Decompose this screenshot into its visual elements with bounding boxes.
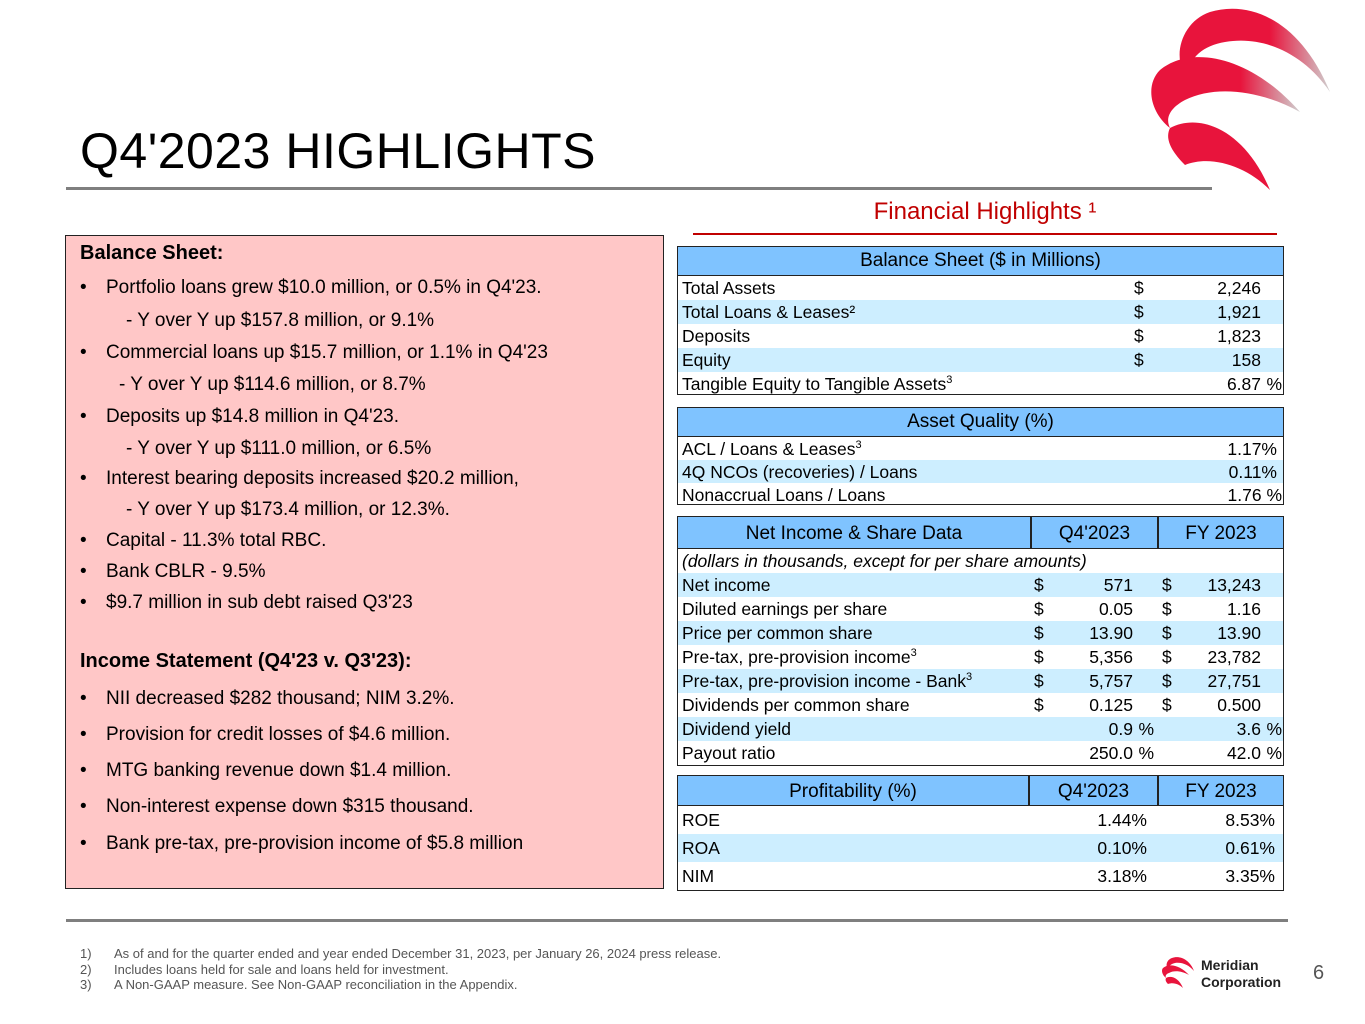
footnotes	[80, 946, 721, 993]
footer-divider	[66, 919, 1288, 922]
table-row: Nonaccrual Loans / Loans 1.76 %	[682, 485, 1282, 505]
table-row: Diluted earnings per share $ 0.05 $ 1.16	[682, 599, 1261, 619]
table-row: Total Loans & Leases² $ 1,921	[678, 300, 1283, 324]
table-row: Dividend yield 0.9 % 3.6 %	[678, 717, 1283, 741]
footnote: 3) A Non-GAAP measure. See Non-GAAP reconciliation in the Appendix.	[80, 977, 518, 992]
bullet-item: • Provision for credit losses of $4.6 million.	[80, 724, 451, 745]
meridian-small-logo-icon	[1160, 955, 1196, 989]
table-row: Pre-tax, pre-provision income$^3$ $ 5,356 $ 23,782	[682, 647, 1261, 667]
table-row: 4Q NCOs (recoveries) / Loans 0.11%	[678, 460, 1283, 483]
net-income-table	[677, 516, 1284, 766]
balance-sheet-table-header: Balance Sheet ($ in Millions)	[678, 247, 1283, 276]
balance-sheet-heading: Balance Sheet:	[80, 242, 224, 264]
bullet-item: • MTG banking revenue down $1.4 million.	[80, 760, 452, 781]
table-note-row: (dollars in thousands, except for per share amounts)	[682, 551, 1087, 571]
sub-item: - Y over Y up $111.0 million, or 6.5%	[126, 438, 432, 459]
asset-quality-table	[677, 407, 1284, 505]
footnote: 2) Includes loans held for sale and loans held for investment.	[80, 961, 449, 977]
income-statement-heading: Income Statement (Q4'23 v. Q3'23):	[80, 650, 412, 672]
bullet-item: • Bank pre-tax, pre-provision income of $5.8 million	[80, 833, 524, 854]
table-row: ROA 0.10% 0.61%	[678, 834, 1283, 862]
bullet-item: • Portfolio loans grew $10.0 million, or 0.5% in Q4'23.	[80, 277, 542, 298]
page-title: Q4'2023 HIGHLIGHTS	[80, 123, 596, 179]
table-row: NIM 3.18% 3.35%	[682, 866, 1275, 886]
net-income-table-header: Net Income & Share Data Q4'2023 FY 2023	[678, 517, 1283, 549]
table-row: Equity $ 158	[678, 348, 1283, 372]
table-row: Total Assets $ 2,246	[682, 278, 1261, 298]
profitability-table	[677, 775, 1284, 891]
financial-highlights-divider	[693, 233, 1277, 235]
table-row: Deposits $ 1,823	[682, 326, 1261, 346]
bullet-item: • Deposits up $14.8 million in Q4'23.	[80, 406, 400, 427]
table-row: Dividends per common share $ 0.125 $ 0.500	[682, 695, 1261, 715]
bullet-item: • Interest bearing deposits increased $20.2 million,	[80, 468, 519, 489]
page-number: 6	[1313, 962, 1325, 984]
title-divider	[66, 187, 1212, 190]
meridian-logo-icon	[1140, 0, 1340, 195]
sub-item: - Y over Y up $173.4 million, or 12.3%.	[126, 499, 450, 520]
bullet-item: • Commercial loans up $15.7 million, or 1.1% in Q4'23	[80, 342, 548, 363]
table-row: ACL / Loans & Leases$^3$ 1.17%	[682, 439, 1277, 459]
bullet-item: • Bank CBLR - 9.5%	[80, 561, 266, 582]
highlights-panel	[65, 235, 664, 889]
bullet-item: • Non-interest expense down $315 thousand.	[80, 796, 474, 817]
sub-item: - Y over Y up $114.6 million, or 8.7%	[119, 374, 426, 395]
sub-item: - Y over Y up $157.8 million, or 9.1%	[126, 310, 435, 331]
bullet-item: • Capital - 11.3% total RBC.	[80, 530, 327, 551]
asset-quality-table-header: Asset Quality (%)	[678, 408, 1283, 437]
bullet-item: • NII decreased $282 thousand; NIM 3.2%.	[80, 688, 455, 709]
table-row: Tangible Equity to Tangible Assets$^3$ 6.87 %	[682, 374, 1282, 394]
footnote: 1) As of and for the quarter ended and year ended December 31, 2023, per January 26, 2024 press release.	[80, 946, 722, 961]
table-row: ROE 1.44% 8.53%	[682, 810, 1275, 830]
brand-name: Meridian Corporation	[1201, 957, 1282, 990]
balance-sheet-table	[677, 246, 1284, 395]
table-row: Price per common share $ 13.90 $ 13.90	[678, 621, 1283, 645]
bullet-item: • $9.7 million in sub debt raised Q3'23	[80, 592, 413, 613]
financial-highlights-title: Financial Highlights ¹	[873, 198, 1097, 225]
table-row: Pre-tax, pre-provision income - Bank$^3$ $ 5,757 $ 27,751	[678, 669, 1283, 693]
table-row: Net income $ 571 $ 13,243	[678, 573, 1283, 597]
table-row: Payout ratio 250.0 % 42.0 %	[682, 743, 1282, 763]
profitability-table-header: Profitability (%) Q4'2023 FY 2023	[678, 776, 1283, 806]
